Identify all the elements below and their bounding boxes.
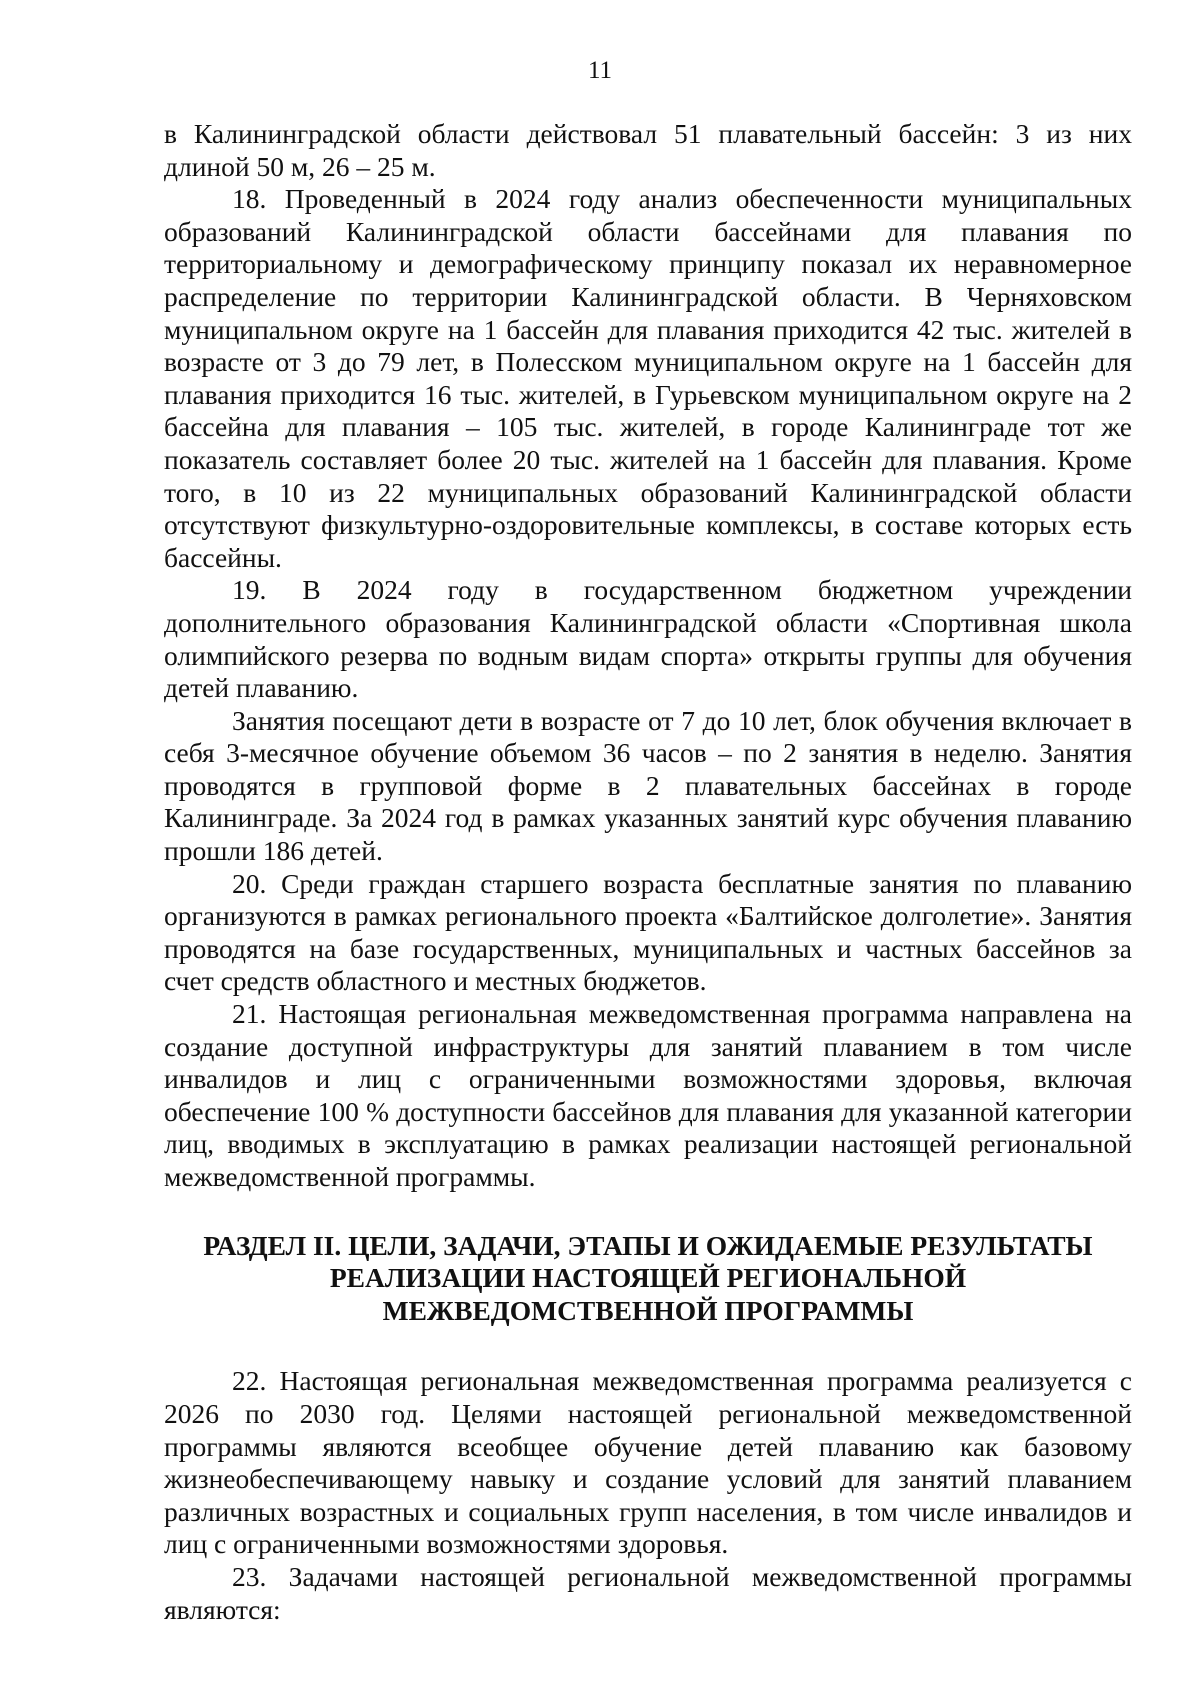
paragraph-19-classes: Занятия посещают дети в возрасте от 7 до 10 лет, блок обучения включает в себя 3-месячное обучение объемом 36 часов – по 2 занятия в неделю. Занятия проводятся в групповой форме в 2 плавательных бассейнах в городе Калининграде. За 2024 год в рамках указанных занятий курс обучения плаванию прошли 186 детей. (164, 704, 1132, 867)
paragraph-18: 18. Проведенный в 2024 году анализ обеспеченности муниципальных образований Калининградской области бассейнами для плавания по территориальному и демографическому принципу показал их неравномерное распределение по территории Калининградской области. В Черняховском муниципальном округе на 1 бассейн для плавания приходится 42 тыс. жителей в возрасте от 3 до 79 лет, в Полесском муниципальном округе на 1 бассейн для плавания приходится 16 тыс. жителей, в Гурьевском муниципальном округе на 2 бассейна для плавания – 105 тыс. жителей, в городе Калининграде тот же показатель составляет более 20 тыс. жителей на 1 бассейн для плавания. Кроме того, в 10 из 22 муниципальных образований Калининградской области отсутствуют физкультурно-оздоровительные комплексы, в составе которых есть бассейны. (164, 183, 1132, 573)
section-heading-line: МЕЖВЕДОМСТВЕННОЙ ПРОГРАММЫ (382, 1294, 914, 1326)
paragraph-23: 23. Задачами настоящей региональной межведомственной программы являются: (164, 1560, 1132, 1625)
paragraph-21: 21. Настоящая региональная межведомственная программа направлена на создание доступной инфраструктуры для занятий плаванием в том числе инвалидов и лиц с ограниченными возможностями здоровья, включая обеспечение 100 % доступности бассейнов для плавания для указанной категории лиц, вводимых в эксплуатацию в рамках реализации настоящей региональной межведомственной программы. (164, 998, 1132, 1192)
section-heading-line: РЕАЛИЗАЦИИ НАСТОЯЩЕЙ РЕГИОНАЛЬНОЙ (329, 1262, 967, 1294)
paragraph-20: 20. Среди граждан старшего возраста бесплатные занятия по плаванию организуются в рамках регионального проекта «Балтийское долголетие». Занятия проводятся на базе государственных, муниципальных и частных бассейнов за счет средств областного и местных бюджетов. (164, 867, 1132, 997)
section-heading-line: РАЗДЕЛ II. ЦЕЛИ, ЗАДАЧИ, ЭТАПЫ И ОЖИДАЕМЫЕ РЕЗУЛЬТАТЫ (203, 1229, 1093, 1261)
paragraph-19: 19. В 2024 году в государственном бюджетном учреждении дополнительного образования Калининградской области «Спортивная школа олимпийского резерва по водным видам спорта» открыты группы для обучения детей плаванию. (164, 574, 1132, 704)
paragraph-continuation: в Калининградской области действовал 51 плавательный бассейн: 3 из них длиной 50 м, 26 – 25 м. (164, 118, 1132, 182)
document-body (164, 118, 1132, 1626)
paragraph-22: 22. Настоящая региональная межведомственная программа реализуется с 2026 по 2030 год. Целями настоящей региональной межведомственной программы являются всеобщее обучение детей плаванию как базовому жизнеобеспечивающему навыку и создание условий для занятий плаванием различных возрастных и социальных групп населения, в том числе инвалидов и лиц с ограниченными возможностями здоровья. (164, 1365, 1132, 1560)
section-heading (164, 1230, 1132, 1328)
page-number: 11 (587, 57, 613, 84)
